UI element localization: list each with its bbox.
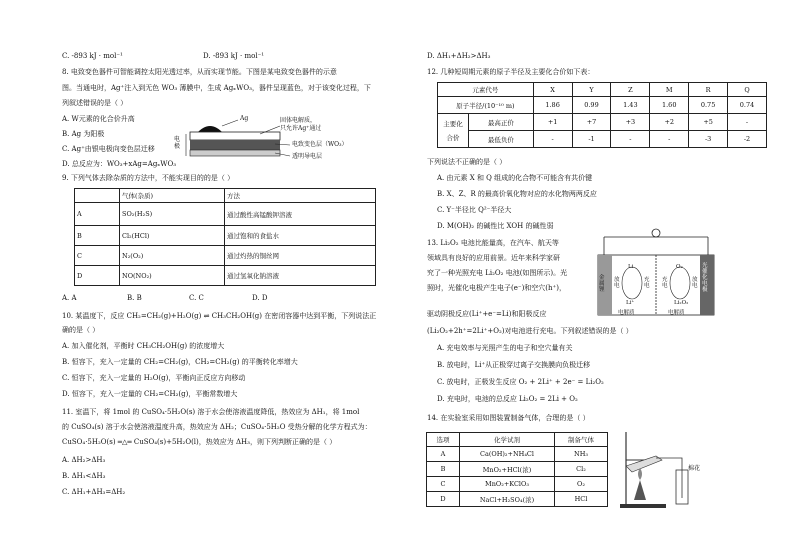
conducting-layer-label: 透明导电层 (292, 153, 323, 160)
cotton-label: 棉花 (688, 465, 701, 472)
q13-option-b: B. 放电时，Li⁺从正极穿过离子交换膜向负极迁移 (437, 361, 591, 369)
q13-stem-line5: 驱动阴极反应(Li⁺+e⁻=Li)和阳极反应 (427, 310, 547, 318)
q12-cell: 1.60 (650, 97, 689, 114)
q9-cell: N₂(O₂) (120, 246, 225, 266)
q9-option-d: D. D (252, 294, 268, 302)
li2o2-label: Li₂O₂ (674, 300, 689, 306)
q12-option-a: A. 由元素 X 和 Q 组成的化合物不可能含有共价键 (437, 174, 593, 182)
battery-diagram (596, 225, 716, 320)
q14-cell: B (427, 462, 460, 477)
q9-stem: 9. 下列气体去除杂质的方法中，不能实现目的的是（ ） (62, 174, 235, 182)
q14-cell: Cl₂ (555, 462, 608, 477)
q12-cell: Q (728, 83, 767, 97)
q13-stem-line3: 究了一种光照充电 Li₂O₂ 电池(如图所示)。光 (427, 269, 568, 277)
q9-cell: C (75, 246, 120, 266)
q13-stem-line2: 领域具有良好的应用前景。近年来科学家研 (427, 254, 560, 262)
q9-cell: D (75, 266, 120, 286)
solid-electrolyte-label: 固体电解质， (280, 117, 317, 124)
q14-cell: D (427, 492, 460, 507)
q14-table (426, 432, 608, 507)
q11-option-c: C. ΔH₁+ΔH₃=ΔH₂ (62, 488, 126, 496)
q10-option-c: C. 恒容下，充入一定量的 H₂O(g)，平衡向正反应方向移动 (62, 374, 246, 382)
q9-cell: A (75, 203, 120, 226)
wo3-layer-label: 电致变色层（WO₃） (292, 141, 348, 148)
electrolyte-left-label: 电解质 (618, 310, 635, 316)
q11-stem-line3: CuSO₄·5H₂O(s) ═△═ CuSO₄(s)+5H₂O(l)，热效应为 ΔH₃，则下列判断正确的是（ ） (62, 438, 337, 446)
q14-header: 制备气体 (555, 433, 608, 447)
q8-option-c: C. Ag⁺由银电极向变色层迁移 (62, 145, 155, 153)
q12-cell: -2 (728, 131, 767, 148)
electrode-label: 电极 (174, 136, 181, 150)
photo-electrode-label: 光催化电极 (702, 263, 708, 293)
discharge-left-label: 放电 (614, 277, 620, 289)
q12-cell: 0.75 (689, 97, 728, 114)
q12-cell: +7 (572, 114, 611, 131)
q13-stem-line1: 13. Li₂O₂ 电池比能量高，在汽车、航天等 (427, 239, 559, 247)
flame-icon (638, 468, 642, 480)
q11-option-b: B. ΔH₁<ΔH₃ (62, 472, 106, 480)
q8-option-a: A. W元素的化合价升高 (62, 115, 135, 123)
q14-cell: NH₃ (555, 447, 608, 462)
q9-option-c: C. C (189, 294, 204, 302)
solid-electrolyte-shape (190, 132, 280, 140)
ag-electrode-shape (198, 126, 222, 132)
q14-cell: MnO₂+KClO₃ (460, 477, 555, 492)
q8-stem-line2: 图。当通电时，Ag⁺注入到无色 WO₃ 薄膜中，生成 AgₓWO₃，器件呈现蓝色，对于该变化过程，下 (62, 84, 371, 92)
q9-header-0 (75, 189, 120, 203)
q14-cell: Ca(OH)₂+NH₄Cl (460, 447, 555, 462)
q9-cell: B (75, 226, 120, 246)
q14-cell: C (427, 477, 460, 492)
q9-option-a: A. A (62, 294, 77, 302)
q12-main-valence-cell (438, 114, 469, 148)
q9-header-2: 方法 (225, 189, 376, 203)
q14-cell: O₂ (555, 477, 608, 492)
q14-stem: 14. 在实验室采用如图装置制备气体，合理的是（ ） (427, 414, 590, 422)
q12-cell: - (611, 131, 650, 148)
q12-cell: +3 (611, 114, 650, 131)
q9-cell: Cl₂(HCl) (120, 226, 225, 246)
q13-stem-line4: 照时，光催化电极产生电子(e⁻)和空穴(h⁺)， (427, 284, 566, 292)
q8-device-figure (170, 112, 370, 172)
q12-stem: 12. 几种短周期元素的原子半径及主要化合价如下表： (427, 68, 595, 76)
q12-cell: M (650, 83, 689, 97)
q14-cell: NaCl+H₂SO₄(浓) (460, 492, 555, 507)
q12-main-label: 主要化 (443, 119, 463, 128)
q14-cell: HCl (555, 492, 608, 507)
q13-option-a: A. 充电效率与光照产生的电子和空穴量有关 (437, 344, 573, 352)
li-label: Li (628, 264, 634, 270)
q12-table (437, 82, 767, 148)
q12-cell: 最高正价 (469, 114, 534, 131)
q12-cell: 元素代号 (438, 83, 534, 97)
q10-option-d: D. 恒容下，充入一定量的 CH₂=CH₂(g)，平衡常数增大 (62, 390, 238, 398)
q11-stem-line1: 11. 室温下，将 1mol 的 CuSO₄·5H₂O(s) 溶于水会使溶液温度降低，热效应为 ΔH₁，将 1mol (62, 408, 360, 416)
discharge-right-label: 放电 (692, 277, 698, 289)
q13-stem-line6: (Li₂O₂+2h⁺=2Li⁺+O₂)对电池进行充电。下列叙述错误的是（ ） (427, 327, 633, 335)
q9-cell: 通过灼热的铜丝网 (225, 246, 376, 266)
q12-cell: - (650, 131, 689, 148)
q14-header: 选项 (427, 433, 460, 447)
q9-cell: SO₂(H₂S) (120, 203, 225, 226)
metal-li-label: 金属锂 (599, 275, 605, 293)
q12-cell: R (689, 83, 728, 97)
q12-cell: 最低负价 (469, 131, 534, 148)
q12-cell: - (533, 131, 572, 148)
q12-cell: +2 (650, 114, 689, 131)
q11-stem-line2: 的 CuSO₄(s) 溶于水会使溶液温度升高，热效应为 ΔH₂；CuSO₄·5H₂O 受热分解的化学方程式为： (62, 423, 372, 431)
q8-option-d: D. 总反应为：WO₃+xAg=AgₓWO₃ (62, 160, 177, 168)
q9-table (74, 188, 376, 286)
q9-header-1: 气体(杂质) (120, 189, 225, 203)
q13-battery-figure (596, 225, 716, 320)
stand-base (620, 504, 666, 508)
q12-cell: +1 (533, 114, 572, 131)
q12-option-d: D. M(OH)₂ 的碱性比 XOH 的碱性弱 (437, 222, 554, 230)
charge-right-label: 充电 (662, 277, 668, 289)
q12-cell: 1.86 (533, 97, 572, 114)
q14-apparatus-figure (612, 420, 712, 510)
q12-cell: 1.43 (611, 97, 650, 114)
q12-cell: - (728, 114, 767, 131)
q10-option-b: B. 恒容下，充入一定量的 CH₂=CH₂(g)，CH₂=CH₂(g) 的平衡转化率增大 (62, 358, 298, 366)
q14-header: 化学试剂 (460, 433, 555, 447)
q12-valence-label: 合价 (446, 133, 460, 142)
q14-cell: MnO₂+HCl(浓) (460, 462, 555, 477)
q7-option-d: D. -893 kJ · mol⁻¹ (203, 52, 265, 60)
q13-option-d: D. 充电时，电池的总反应 Li₂O₂ = 2Li + O₂ (437, 395, 578, 403)
o2-label: O₂ (676, 264, 683, 270)
q12-cell: +5 (689, 114, 728, 131)
q9-cell: 通过饱和的食盐水 (225, 226, 376, 246)
q8-option-b: B. Ag 为阳极 (62, 130, 105, 138)
q12-cell: Z (611, 83, 650, 97)
q12-cell: 原子半径/(10⁻¹⁰ m) (438, 97, 534, 114)
q12-cell: 0.99 (572, 97, 611, 114)
q12-cell: 0.74 (728, 97, 767, 114)
q12-cell: X (533, 83, 572, 97)
wo3-layer-shape (190, 140, 280, 150)
q13-option-c: C. 放电时，正极发生反应 O₂ + 2Li⁺ + 2e⁻ = Li₂O₂ (437, 378, 604, 386)
q10-stem-line1: 10. 某温度下，反应 CH₂=CH₂(g)+H₂O(g) ⇌ CH₃CH₂OH(g) 在密闭容器中达到平衡，下列说法正 (62, 312, 377, 320)
q11-option-d: D. ΔH₁+ΔH₂>ΔH₃ (427, 52, 491, 60)
q12-option-c: C. Y⁻半径比 Q²⁻半径大 (437, 206, 512, 214)
burner-shape (634, 480, 646, 500)
q9-cell: 通过氢氧化钠溶液 (225, 266, 376, 286)
q7-option-c: C. -893 kJ · mol⁻¹ (62, 52, 123, 60)
q12-option-b: B. X、Z、R 的最高价氧化物对应的水化物两两反应 (437, 190, 597, 198)
q12-ask: 下列说法不正确的是（ ） (427, 158, 507, 166)
q8-stem-line3: 列叙述错误的是（ ） (62, 99, 128, 107)
q12-cell: -3 (689, 131, 728, 148)
q10-stem-line2: 确的是（ ） (62, 326, 100, 334)
delivery-tube (656, 458, 682, 498)
conducting-layer-shape (190, 150, 280, 156)
q8-stem-line1: 8. 电致变色器件可智能调控太阳光透过率，从而实现节能。下图是某电致变色器件的示意 (62, 68, 337, 76)
electrolyte-right-label: 电解质 (668, 310, 685, 316)
q9-cell: 通过酸性高锰酸钾溶液 (225, 203, 376, 226)
q14-cell: A (427, 447, 460, 462)
q11-option-a: A. ΔH₂>ΔH₃ (62, 456, 106, 464)
ag-label: Ag (240, 115, 249, 122)
q9-option-b: B. B (127, 294, 142, 302)
bulb-icon (652, 229, 660, 237)
q9-cell: NO(NO₂) (120, 266, 225, 286)
q12-cell: -1 (572, 131, 611, 148)
li-ion-label: Li⁺ (626, 300, 635, 306)
q12-cell: Y (572, 83, 611, 97)
q10-option-a: A. 加入催化剂，平衡时 CH₃CH₂OH(g) 的浓度增大 (62, 342, 225, 350)
charge-left-label: 充电 (644, 277, 650, 289)
solid-electrolyte-label2: 只允许Ag⁺通过 (280, 125, 322, 132)
